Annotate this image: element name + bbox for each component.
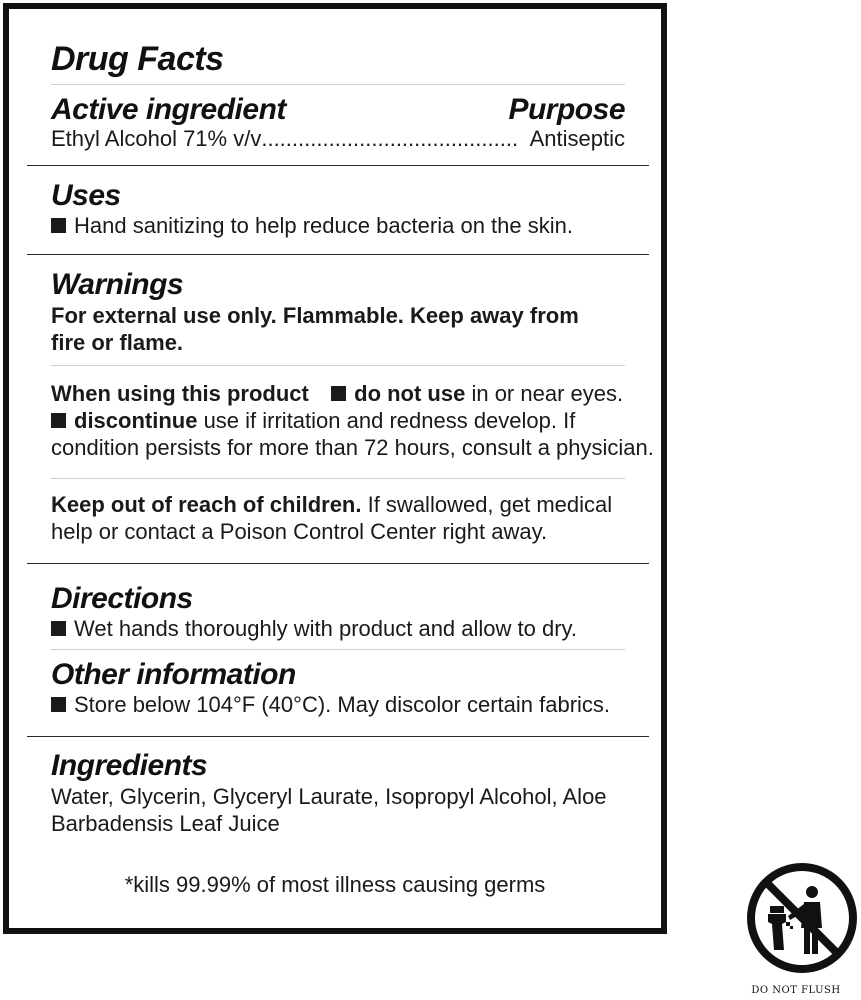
- active-ingredient-purpose: Antiseptic: [529, 126, 625, 151]
- warnings-divider: [51, 478, 625, 479]
- bullet-square-icon: [51, 413, 66, 428]
- drug-facts-title: Drug Facts: [51, 40, 224, 78]
- uses-text: Hand sanitizing to help reduce bacteria on the skin.: [74, 213, 573, 238]
- active-ingredient-name: Ethyl Alcohol 71% v/v: [51, 126, 262, 151]
- keep-out-text-2: help or contact a Poison Control Center right away.: [51, 519, 548, 544]
- bullet-square-icon: [51, 697, 66, 712]
- section-divider: [27, 254, 649, 255]
- ingredients-section: [51, 749, 651, 837]
- when-using-label: When using this product: [51, 381, 309, 406]
- warnings-section: [51, 268, 651, 356]
- bullet-square-icon: [331, 386, 346, 401]
- other-information-text: Store below 104°F (40°C). May discolor certain fabrics.: [74, 692, 611, 717]
- do-not-flush-icon: [746, 862, 858, 974]
- do-not-flush-label: DO NOT FLUSH: [751, 985, 841, 996]
- bullet-square-icon: [51, 621, 66, 636]
- warnings-line-2: fire or flame.: [51, 330, 184, 355]
- section-divider: [27, 165, 649, 166]
- bullet-square-icon: [51, 218, 66, 233]
- ingredients-line-2: Barbadensis Leaf Juice: [51, 811, 280, 836]
- discontinue-label: discontinue: [74, 408, 198, 433]
- other-information-section: [51, 658, 651, 718]
- directions-heading: Directions: [51, 582, 193, 615]
- when-using-block: [51, 380, 654, 461]
- active-ingredient-heading: Active ingredient: [51, 93, 286, 126]
- warnings-line-1: For external use only. Flammable. Keep away from: [51, 303, 579, 328]
- purpose-heading: Purpose: [508, 93, 625, 126]
- ingredients-heading: Ingredients: [51, 749, 208, 782]
- footnote: *kills 99.99% of most illness causing germs: [124, 872, 546, 897]
- discontinue-text: use if irritation and redness develop. If: [197, 408, 576, 433]
- do-not-use-text: in or near eyes.: [465, 381, 624, 406]
- active-ingredient-section: [51, 93, 625, 152]
- directions-divider: [51, 649, 625, 650]
- condition-text: condition persists for more than 72 hours, consult a physician.: [51, 435, 654, 460]
- section-divider: [27, 563, 649, 564]
- warnings-divider: [51, 365, 625, 366]
- title-divider: [51, 84, 625, 85]
- do-not-use-label: do not use: [354, 381, 466, 406]
- uses-section: [51, 179, 625, 239]
- directions-section: [51, 582, 625, 642]
- keep-out-label: Keep out of reach of children.: [51, 492, 362, 517]
- section-divider: [27, 736, 649, 737]
- drug-facts-panel: [3, 3, 667, 934]
- ingredients-line-1: Water, Glycerin, Glyceryl Laurate, Isopropyl Alcohol, Aloe: [51, 784, 607, 809]
- keep-out-text: If swallowed, get medical: [361, 492, 613, 517]
- uses-heading: Uses: [51, 179, 121, 212]
- directions-text: Wet hands thoroughly with product and allow to dry.: [74, 616, 578, 641]
- leader-dots: ..........................................: [261, 126, 519, 151]
- keep-out-block: [51, 491, 651, 545]
- warnings-heading: Warnings: [51, 268, 184, 301]
- other-information-heading: Other information: [51, 658, 296, 691]
